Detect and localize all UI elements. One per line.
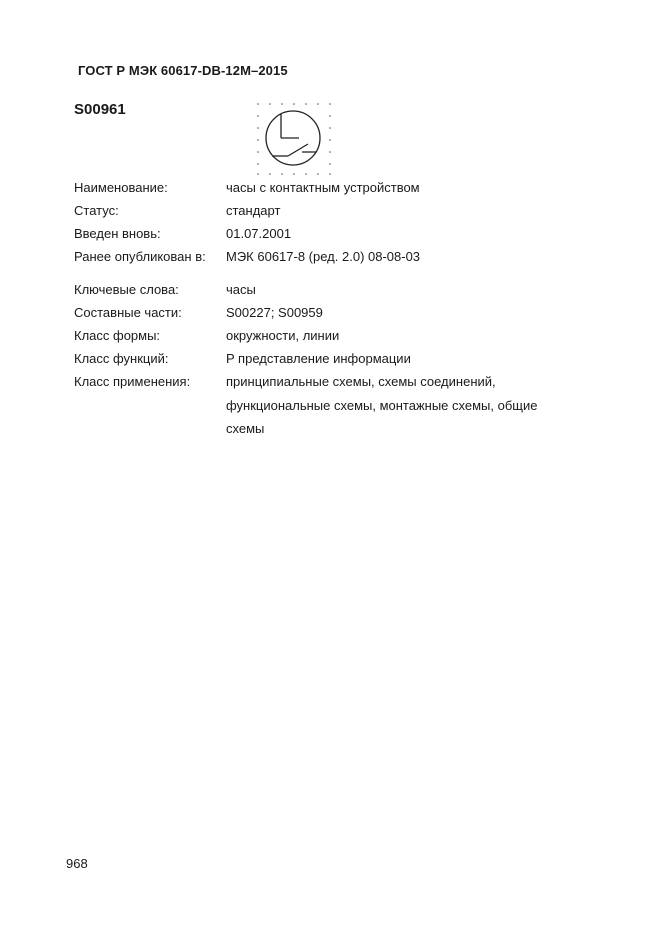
field-label: Ранее опубликован в:	[74, 249, 206, 264]
field-label: Составные части:	[74, 305, 182, 320]
field-value: P представление информации	[226, 351, 411, 366]
value-line: принципиальные схемы, схемы соединений,	[226, 374, 496, 389]
value-line: схемы	[226, 421, 265, 436]
value-line: функциональные схемы, монтажные схемы, общие	[226, 397, 538, 413]
field-value: МЭК 60617-8 (ред. 2.0) 08-08-03	[226, 249, 421, 264]
field-label: Класс применения:	[74, 374, 191, 389]
clock-with-contact-symbol-icon	[252, 100, 334, 178]
field-label: Класс формы:	[74, 328, 161, 343]
field-label: Наименование:	[74, 180, 168, 195]
field-label: Класс функций:	[74, 351, 169, 366]
field-value: стандарт	[226, 203, 281, 218]
field-value: 01.07.2001	[226, 226, 292, 241]
field-label: Статус:	[74, 203, 119, 218]
symbol-code: S00961	[74, 101, 126, 118]
field-value: часы	[226, 282, 256, 297]
field-label: Ключевые слова:	[74, 282, 179, 297]
field-value: S00227; S00959	[226, 305, 323, 320]
page-number: 968	[66, 856, 88, 871]
document-header: ГОСТ Р МЭК 60617-DB-12M–2015	[78, 63, 288, 78]
field-value: окружности, линии	[226, 328, 340, 343]
field-application-class-value	[226, 370, 586, 441]
field-value: часы с контактным устройством	[226, 180, 420, 195]
field-label: Введен вновь:	[74, 226, 161, 241]
